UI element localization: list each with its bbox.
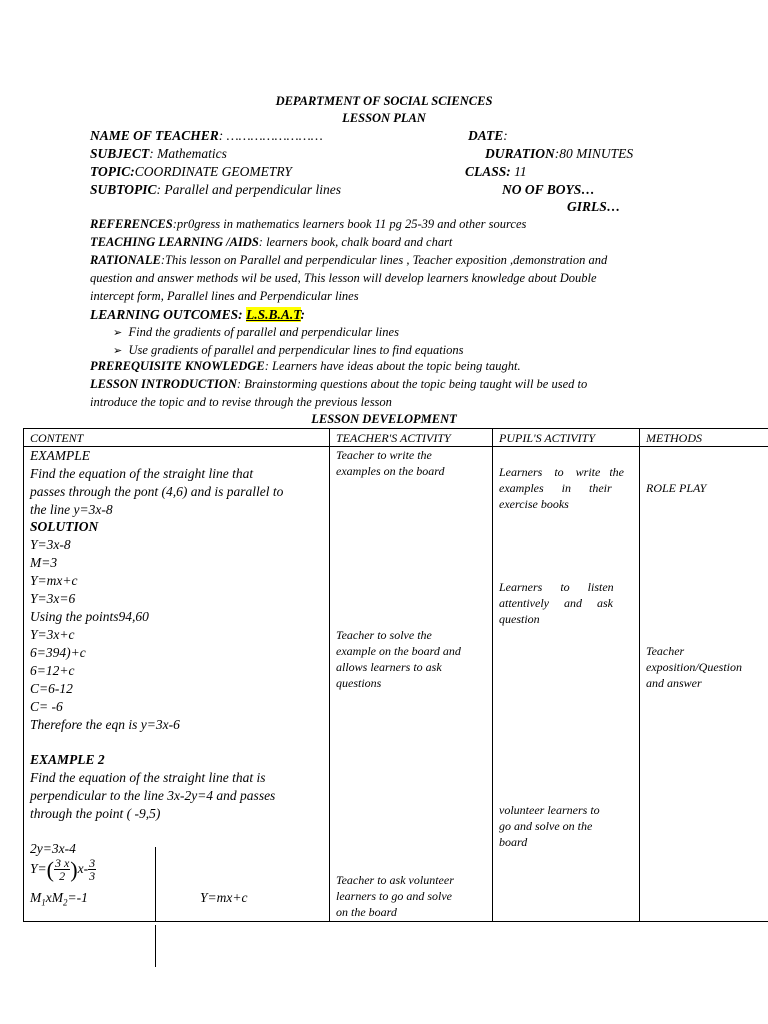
solution-line: Therefore the eqn is y=3x-6	[30, 717, 180, 732]
prereq-label: PREREQUISITE KNOWLEDGE	[90, 359, 265, 373]
rationale-text: :This lesson on Parallel and perpendicular lines , Teacher exposition ,demonstration and	[160, 253, 608, 267]
boys-label: NO OF BOYS…	[502, 182, 595, 197]
column-header-teacher: TEACHER'S ACTIVITY	[336, 431, 451, 445]
duration-label: DURATION	[485, 146, 555, 161]
stray-vertical-line	[155, 847, 156, 921]
pupil-activity-line: board	[499, 835, 528, 849]
example-2-question-line: perpendicular to the line 3x-2y=4 and passes	[30, 788, 276, 803]
subject-label: SUBJECT	[90, 146, 150, 161]
table-column-divider	[492, 428, 493, 922]
lesson-plan-title: LESSON PLAN	[342, 111, 426, 125]
method-line: Teacher	[646, 644, 685, 658]
lesson-intro-line-1	[90, 376, 587, 392]
teacher-activity-line: Teacher to ask volunteer	[336, 873, 454, 887]
pupil-activity-line: Learners to write the	[499, 465, 624, 479]
teacher-name-row	[90, 127, 323, 145]
teacher-name-label: NAME OF TEACHER	[90, 128, 219, 143]
example-1-title: EXAMPLE	[30, 448, 90, 463]
outcomes-label: LEARNING OUTCOMES:	[90, 307, 247, 322]
topic-value: COORDINATE GEOMETRY	[134, 164, 292, 179]
equation-line: 2y=3x-4	[30, 841, 76, 856]
date-value: :	[503, 128, 508, 143]
rationale-line-1	[90, 252, 607, 268]
fraction: $\frac{3}{3}$	[89, 856, 96, 884]
solution-line: 6=12+c	[30, 663, 75, 678]
rationale-line-2: question and answer methods wil be used, This lesson will develop learners knowledge about Double	[90, 271, 597, 285]
teacher-activity-line: Teacher to write the	[336, 448, 432, 462]
outcomes-row	[90, 306, 305, 324]
duration-value: :80 MINUTES	[554, 146, 634, 161]
solution-line: Y=mx+c	[30, 573, 78, 588]
pupil-activity-line: examples in their	[499, 481, 612, 495]
date-row	[468, 127, 508, 145]
girls-label: GIRLS…	[567, 199, 621, 214]
teacher-activity-line: questions	[336, 676, 382, 690]
class-label: CLASS:	[465, 164, 511, 179]
solution-line: Using the points94,60	[30, 609, 149, 624]
solution-title: SOLUTION	[30, 519, 99, 534]
solution-line: C= -6	[30, 699, 63, 714]
solution-line: M=3	[30, 555, 58, 570]
arrow-bullet-icon: ➢	[113, 327, 123, 339]
subject-row	[90, 145, 227, 163]
gradient-product-equation: $M_1xM_2=-1$	[30, 890, 88, 908]
references-value: :pr0gress in mathematics learners book 11 pg 25-39 and other sources	[172, 217, 527, 231]
table-bottom-border	[23, 921, 768, 922]
lesson-intro-text: : Brainstorming questions about the topic being taught will be used to	[236, 377, 588, 391]
prereq-row	[90, 358, 521, 374]
teacher-activity-line: examples on the board	[336, 464, 445, 478]
outcome-item	[113, 342, 464, 359]
table-left-border	[23, 428, 24, 922]
pupil-activity-line: question	[499, 612, 540, 626]
solution-line: Y=3x-8	[30, 537, 71, 552]
class-row	[465, 163, 527, 181]
rationale-label: RATIONALE	[90, 253, 161, 267]
example-2-question-line: Find the equation of the straight line that is	[30, 770, 266, 785]
table-top-border	[23, 428, 768, 429]
department-heading: DEPARTMENT OF SOCIAL SCIENCES	[275, 94, 493, 108]
rationale-line-3: intercept form, Parallel lines and Perpendicular lines	[90, 289, 359, 303]
references-row	[90, 216, 526, 232]
pupil-activity-line: Learners to listen	[499, 580, 614, 594]
aids-value: : learners book, chalk board and chart	[258, 235, 453, 249]
outcome-text: Find the gradients of parallel and perpendicular lines	[128, 325, 399, 339]
table-column-divider	[639, 428, 640, 922]
method-role-play: ROLE PLAY	[646, 481, 707, 495]
column-header-content: CONTENT	[30, 431, 84, 445]
teacher-activity-line: example on the board and	[336, 644, 461, 658]
outcomes-highlight: L.S.B.A.T	[246, 307, 301, 322]
table-column-divider	[329, 428, 330, 922]
fraction-equation: Y=( $\frac{3 x}{2}$ )x- $\frac{3}{3}$	[30, 856, 96, 884]
example-2-title: EXAMPLE 2	[30, 752, 105, 767]
subtopic-value: : Parallel and perpendicular lines	[156, 182, 342, 197]
fraction: $\frac{3 x}{2}$	[54, 856, 70, 884]
outcome-item	[113, 324, 399, 341]
subject-value: : Mathematics	[149, 146, 227, 161]
teacher-activity-line: Teacher to solve the	[336, 628, 432, 642]
duration-row	[485, 145, 633, 163]
teacher-name-value: : ……………………	[218, 128, 323, 143]
teacher-activity-line: allows learners to ask	[336, 660, 442, 674]
method-line: exposition/Question	[646, 660, 742, 674]
topic-row	[90, 163, 292, 181]
lesson-intro-label: LESSON INTRODUCTION	[90, 377, 237, 391]
solution-line: 6=394)+c	[30, 645, 86, 660]
equation-line: Y=mx+c	[200, 890, 248, 905]
column-header-methods: METHODS	[646, 431, 702, 445]
class-value: 11	[510, 164, 527, 179]
lesson-development-title: LESSON DEVELOPMENT	[311, 412, 457, 426]
pupil-activity-line: volunteer learners to	[499, 803, 600, 817]
lesson-intro-line-2: introduce the topic and to revise through the previous lesson	[90, 395, 392, 409]
references-label: REFERENCES	[90, 217, 173, 231]
topic-label: TOPIC:	[90, 164, 135, 179]
teacher-activity-line: learners to go and solve	[336, 889, 452, 903]
solution-line: Y=3x=6	[30, 591, 76, 606]
subtopic-row	[90, 181, 341, 199]
aids-label: TEACHING LEARNING /AIDS	[90, 235, 259, 249]
date-label: DATE	[468, 128, 504, 143]
subtopic-label: SUBTOPIC	[90, 182, 157, 197]
example-1-question-line: Find the equation of the straight line that	[30, 466, 254, 481]
teacher-activity-line: on the board	[336, 905, 397, 919]
pupil-activity-line: go and solve on the	[499, 819, 593, 833]
solution-line: Y=3x+c	[30, 627, 75, 642]
aids-row	[90, 234, 452, 250]
equation-prefix: Y=	[30, 861, 47, 876]
pupil-activity-line: attentively and ask	[499, 596, 613, 610]
stray-vertical-line	[155, 925, 156, 967]
equation-middle: x-	[77, 861, 89, 876]
outcomes-colon: :	[300, 307, 306, 322]
solution-line: C=6-12	[30, 681, 73, 696]
example-1-question-line: passes through the pont (4,6) and is parallel to	[30, 484, 284, 499]
column-header-pupil: PUPIL'S ACTIVITY	[499, 431, 596, 445]
example-1-question-line: the line y=3x-8	[30, 502, 113, 517]
pupil-activity-line: exercise books	[499, 497, 569, 511]
arrow-bullet-icon: ➢	[113, 345, 123, 357]
method-line: and answer	[646, 676, 702, 690]
prereq-value: : Learners have ideas about the topic being taught.	[264, 359, 521, 373]
outcome-text: Use gradients of parallel and perpendicular lines to find equations	[128, 343, 464, 357]
example-2-question-line: through the point ( -9,5)	[30, 806, 161, 821]
